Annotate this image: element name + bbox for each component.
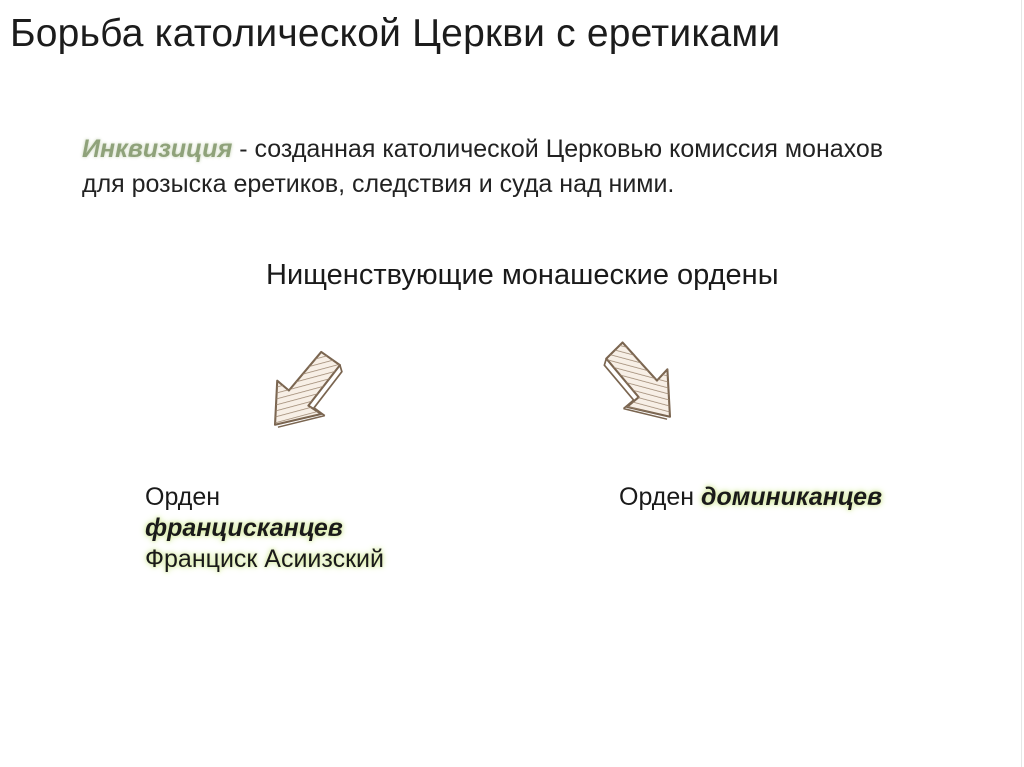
definition-text (82, 132, 902, 202)
slide-border (1021, 0, 1022, 767)
arrow-down-left-icon (255, 338, 350, 446)
franciscan-order-founder: Франциск Асиизский (145, 545, 384, 573)
franciscan-order (145, 482, 384, 575)
orders-heading: Нищенствующие монашеские ордены (266, 259, 779, 291)
franciscan-order-name: францисканцев (145, 514, 343, 542)
dominican-order-prefix: Орден (619, 483, 695, 511)
definition-term: Инквизиция (82, 135, 233, 163)
definition-body: - созданная католической Церковью комиссия монахов для розыска еретиков, следствия и суда над ними. (82, 135, 884, 198)
arrow-down-right-icon (595, 330, 690, 438)
franciscan-order-prefix: Орден (145, 483, 221, 511)
dominican-order-name: доминиканцев (701, 483, 883, 511)
slide-title: Борьба католической Церкви с еретиками (10, 12, 781, 55)
dominican-order (619, 482, 882, 513)
